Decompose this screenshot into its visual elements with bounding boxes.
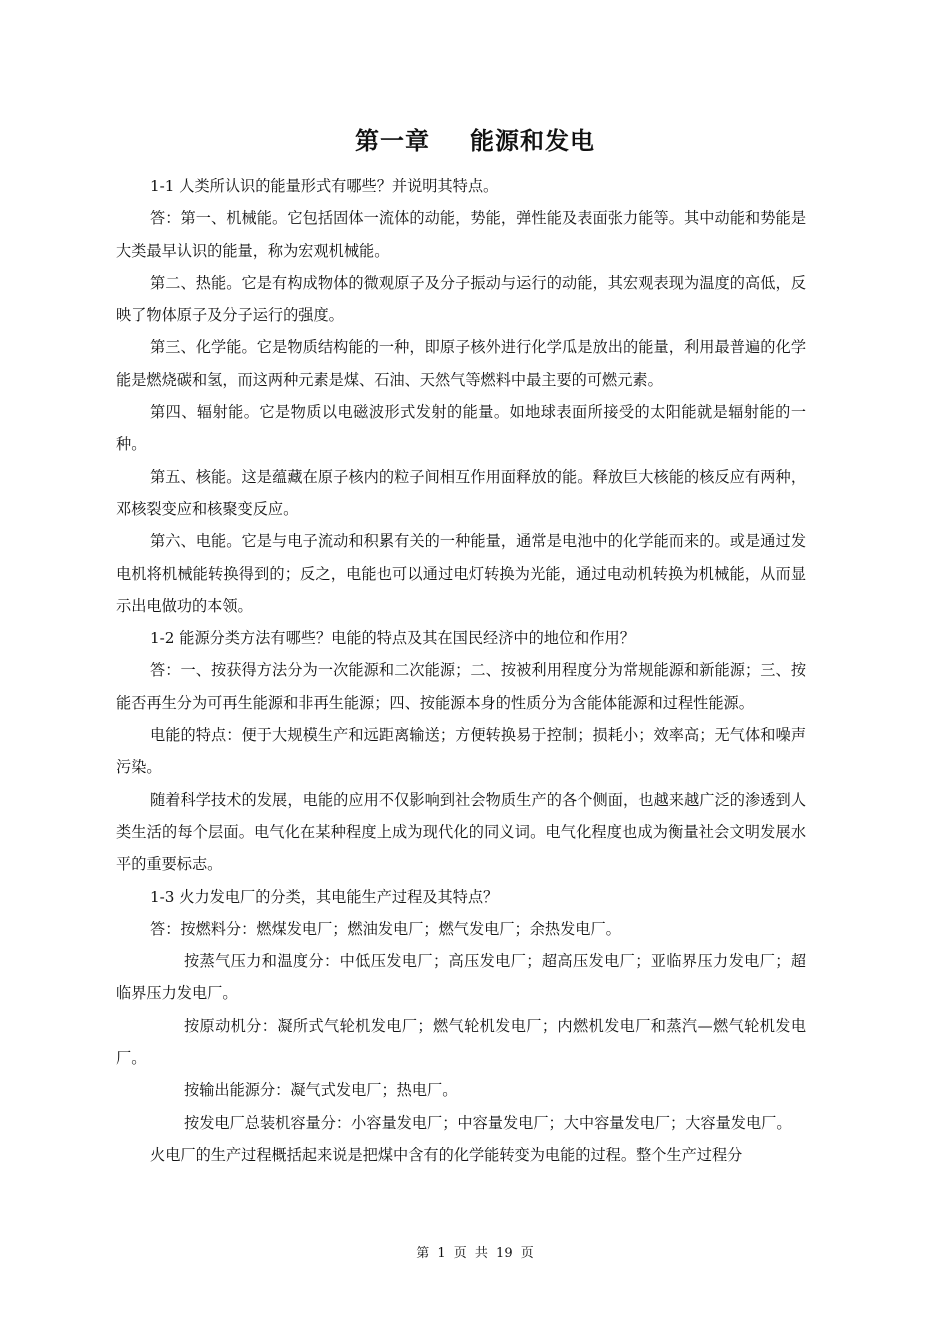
answer-paragraph: 答：第一、机械能。它包括固体一流体的动能，势能，弹性能及表面张力能等。其中动能和势能是大类最早认识的能量，称为宏观机械能。 [116, 209, 806, 260]
answer-paragraph: 第三、化学能。它是物质结构能的一种，即原子核外进行化学瓜是放出的能量，利用最普遍的化学能是燃烧碳和氢，而这两种元素是煤、石油、天然气等燃料中最主要的可燃元素。 [116, 338, 806, 389]
answer-paragraph: 电能的特点：便于大规模生产和远距离输送；方便转换易于控制；损耗小；效率高；无气体和噪声污染。 [116, 726, 806, 777]
answer-paragraph: 按输出能源分：凝气式发电厂；热电厂。 [184, 1081, 458, 1100]
page-number: 第 1 页 共 19 页 [416, 1246, 534, 1261]
answer-paragraph: 随着科学技术的发展，电能的应用不仅影响到社会物质生产的各个侧面，也越来越广泛的渗透到人类生活的每个层面。电气化在某种程度上成为现代化的同义词。电气化程度也成为衡量社会文明发展水平的重要标志。 [116, 790, 806, 874]
answer-paragraph: 按发电厂总装机容量分：小容量发电厂；中容量发电厂；大中容量发电厂；大容量发电厂。 [184, 1113, 792, 1132]
chapter-title [0, 124, 950, 158]
answer-paragraph: 第六、电能。它是与电子流动和积累有关的一种能量，通常是电池中的化学能而来的。或是通过发电机将机械能转换得到的；反之，电能也可以通过电灯转换为光能，通过电动机转换为机械能，从而显示出电做功的本领。 [116, 532, 806, 615]
answer-paragraph: 第二、热能。它是有构成物体的微观原子及分子振动与运行的动能，其宏观表现为温度的高低，反映了物体原子及分子运行的强度。 [116, 273, 806, 325]
question-1-3: 1-3 火力发电厂的分类，其电能生产过程及其特点？ [150, 887, 499, 906]
document-body [116, 170, 806, 1171]
chapter-number: 第一章 [355, 127, 430, 155]
answer-paragraph: 火电厂的生产过程概括起来说是把煤中含有的化学能转变为电能的过程。整个生产过程分 [150, 1145, 743, 1164]
answer-paragraph: 第五、核能。这是蕴藏在原子核内的粒子间相互作用面释放的能。释放巨大核能的核反应有两种，邓核裂变应和核聚变反应。 [116, 467, 806, 518]
answer-paragraph: 按原动机分：凝所式气轮机发电厂；燃气轮机发电厂；内燃机发电厂和蒸汽—燃气轮机发电厂。 [116, 1016, 806, 1068]
answer-paragraph: 按蒸气压力和温度分：中低压发电厂；高压发电厂；超高压发电厂；亚临界压力发电厂；超临界压力发电厂。 [116, 952, 806, 1003]
question-1-1: 1-1 人类所认识的能量形式有哪些？并说明其特点。 [150, 177, 499, 195]
question-1-2: 1-2 能源分类方法有哪些？电能的特点及其在国民经济中的地位和作用？ [150, 629, 635, 648]
answer-paragraph: 答：按燃料分：燃煤发电厂；燃油发电厂；燃气发电厂；余热发电厂。 [150, 919, 621, 938]
answer-paragraph: 答：一、按获得方法分为一次能源和二次能源；二、按被利用程度分为常规能源和新能源；三、按能否再生分为可再生能源和非再生能源；四、按能源本身的性质分为含能体能源和过程性能源。 [116, 661, 806, 712]
chapter-name: 能源和发电 [470, 127, 595, 155]
answer-paragraph: 第四、辐射能。它是物质以电磁波形式发射的能量。如地球表面所接受的太阳能就是辐射能的一种。 [116, 403, 806, 454]
